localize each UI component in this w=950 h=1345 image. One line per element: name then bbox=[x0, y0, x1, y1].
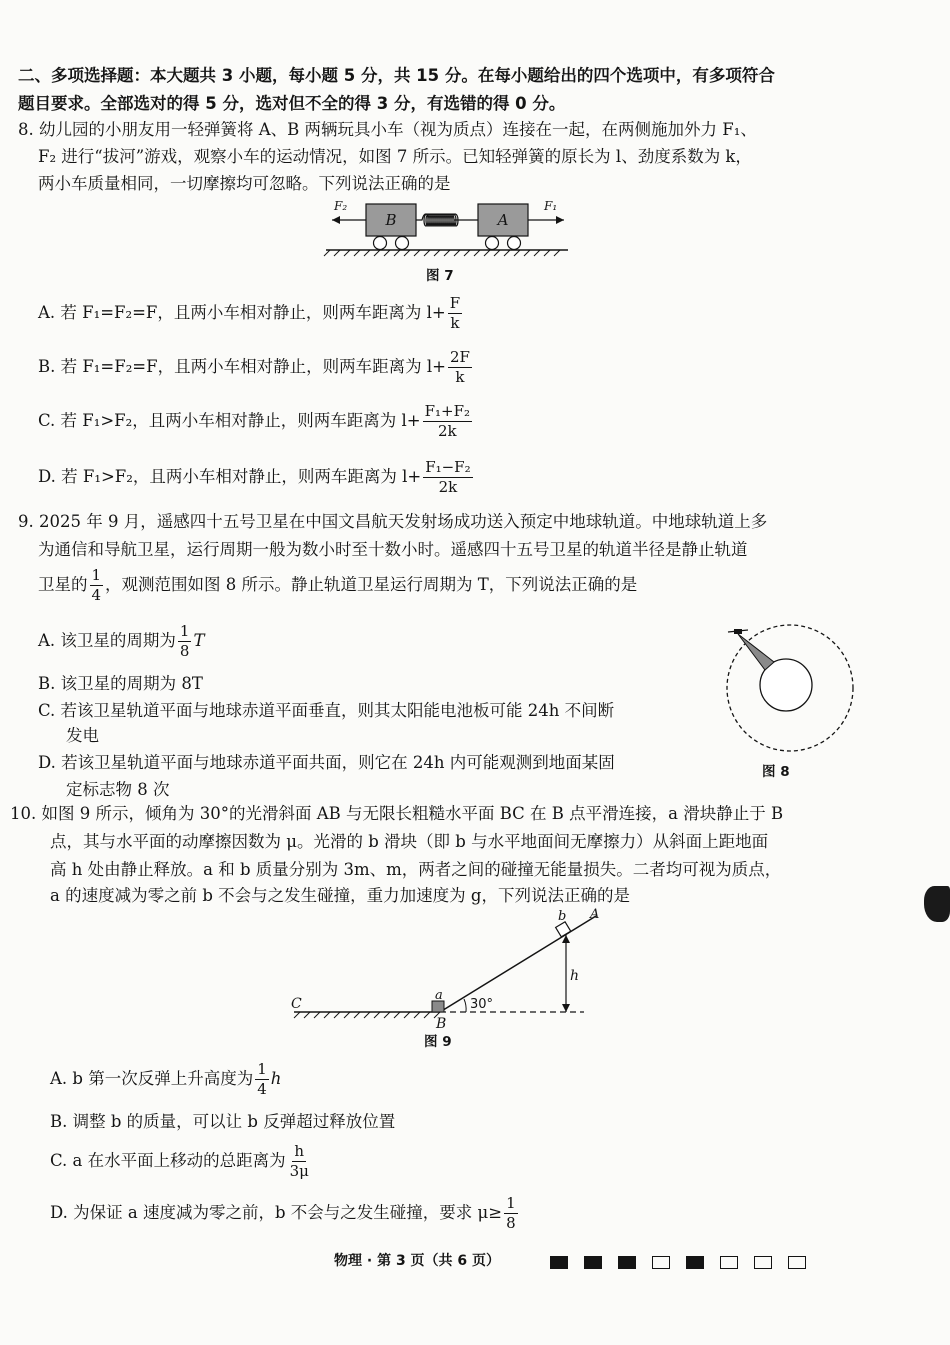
q10-option-b: B. 调整 b 的质量，可以让 b 反弹超过释放位置 bbox=[50, 1112, 396, 1131]
q9-option-d-line2: 定标志物 8 次 bbox=[66, 780, 170, 799]
label-c: C bbox=[291, 996, 302, 1012]
label-angle: 30° bbox=[470, 997, 494, 1012]
q9-stem-line3: 卫星的 $\frac{1}{4}$ ，观测范围如图 8 所示。静止轨道卫星运行周期为 T，下列说法正确的是 bbox=[38, 566, 638, 604]
page-block-5 bbox=[686, 1256, 704, 1269]
q10-option-d: D. 为保证 a 速度减为零之前，b 不会与之发生碰撞，要求 μ≥ $\frac{1}{8}$ bbox=[50, 1194, 516, 1232]
figure-9-caption: 图 9 bbox=[424, 1034, 452, 1050]
q8-option-d: D. 若 F₁>F₂，且两小车相对静止，则两车距离为 l+ $\frac{\text{F₁−F₂}}{2k}$ bbox=[38, 458, 471, 496]
section-heading-line1: 二、多项选择题：本大题共 3 小题，每小题 5 分，共 15 分。在每小题给出的四个选项中，有多项符合 bbox=[18, 66, 775, 85]
q8-option-c: C. 若 F₁>F₂，且两小车相对静止，则两车距离为 l+ $\frac{\text{F₁+F₂}}{2k}$ bbox=[38, 402, 470, 440]
figure-8-orbit bbox=[712, 620, 862, 760]
q10-option-a: A. b 第一次反弹上升高度为 $\frac{1}{4}$ h bbox=[50, 1060, 282, 1098]
label-block-b: b bbox=[558, 909, 567, 924]
q10-option-c: C. a 在水平面上移动的总距离为 $\frac{h}{3\mu}$ bbox=[50, 1142, 309, 1180]
observation-cone bbox=[738, 634, 774, 670]
scan-smudge bbox=[924, 886, 950, 922]
q10-stem-line4: a 的速度减为零之前 b 不会与之发生碰撞，重力加速度为 g，下列说法正确的是 bbox=[50, 886, 630, 905]
q9-option-c-line2: 发电 bbox=[66, 726, 99, 745]
page-footer: 物理 · 第 3 页（共 6 页） bbox=[334, 1253, 501, 1269]
label-b-point: B bbox=[436, 1016, 447, 1032]
figure-7-caption: 图 7 bbox=[426, 268, 454, 284]
page-block-1 bbox=[550, 1256, 568, 1269]
cart-b-label: B bbox=[385, 211, 397, 229]
q10-stem-line2: 点，其与水平面的动摩擦因数为 μ。光滑的 b 滑块（即 b 与水平地面间无摩擦力）从斜面上距地面 bbox=[50, 832, 769, 851]
page-block-8 bbox=[788, 1256, 806, 1269]
q9-stem-line1: 9. 2025 年 9 月，遥感四十五号卫星在中国文昌航天发射场成功送入预定中地球轨道。中地球轨道上多 bbox=[18, 512, 768, 531]
figure-9-incline bbox=[284, 902, 604, 1032]
q8-option-a: A. 若 F₁=F₂=F，且两小车相对静止，则两车距离为 l+ $\frac{F}{k}$ bbox=[38, 294, 461, 332]
cart-a-label: A bbox=[497, 211, 509, 229]
q8-option-b: B. 若 F₁=F₂=F，且两小车相对静止，则两车距离为 l+ $\frac{2F}{k}$ bbox=[38, 348, 470, 386]
block-b bbox=[556, 922, 571, 937]
label-h: h bbox=[570, 968, 580, 984]
q8-stem-line2: F₂ 进行“拔河”游戏，观察小车的运动情况，如图 7 所示。已知轻弹簧的原长为 l、劲度系数为 k， bbox=[38, 147, 752, 166]
figure-7-carts-spring bbox=[318, 192, 578, 272]
q8-stem-line3: 两小车质量相同，一切摩擦均可忽略。下列说法正确的是 bbox=[38, 174, 451, 193]
page-block-3 bbox=[618, 1256, 636, 1269]
q9-stem-line2: 为通信和导航卫星，运行周期一般为数小时至十数小时。遥感四十五号卫星的轨道半径是静止轨道 bbox=[38, 540, 748, 559]
q9-option-b: B. 该卫星的周期为 8T bbox=[38, 674, 203, 693]
force-f1-label: F₁ bbox=[544, 199, 558, 213]
q10-stem-line1: 10. 如图 9 所示，倾角为 30°的光滑斜面 AB 与无限长粗糙水平面 BC 在 B 点平滑连接，a 滑块静止于 B bbox=[10, 804, 784, 823]
section-heading-line2: 题目要求。全部选对的得 5 分，选对但不全的得 3 分，有选错的得 0 分。 bbox=[18, 94, 566, 113]
q9-option-c-line1: C. 若该卫星轨道平面与地球赤道平面垂直，则其太阳能电池板可能 24h 不间断 bbox=[38, 701, 615, 720]
page-block-7 bbox=[754, 1256, 772, 1269]
page-block-6 bbox=[720, 1256, 738, 1269]
page-indicator-blocks bbox=[550, 1252, 822, 1271]
q10-stem-line3: 高 h 处由静止释放。a 和 b 质量分别为 3m、m，两者之间的碰撞无能量损失。二者均可视为质点， bbox=[50, 860, 782, 879]
label-block-a: a bbox=[435, 988, 443, 1003]
page-block-2 bbox=[584, 1256, 602, 1269]
figure-8-caption: 图 8 bbox=[762, 764, 790, 780]
spring bbox=[416, 214, 478, 226]
q8-stem-line1: 8. 幼儿园的小朋友用一轻弹簧将 A、B 两辆玩具小车（视为质点）连接在一起，在两侧施加外力 F₁、 bbox=[18, 120, 757, 139]
force-f2-label: F₂ bbox=[334, 199, 348, 213]
q9-option-d-line1: D. 若该卫星轨道平面与地球赤道平面共面，则它在 24h 内可能观测到地面某固 bbox=[38, 753, 615, 772]
incline-ab bbox=[440, 916, 596, 1012]
label-a-point: A bbox=[590, 907, 600, 922]
page-block-4 bbox=[652, 1256, 670, 1269]
satellite-icon bbox=[728, 629, 748, 634]
q9-option-a: A. 该卫星的周期为 $\frac{1}{8}$ T bbox=[38, 622, 205, 660]
